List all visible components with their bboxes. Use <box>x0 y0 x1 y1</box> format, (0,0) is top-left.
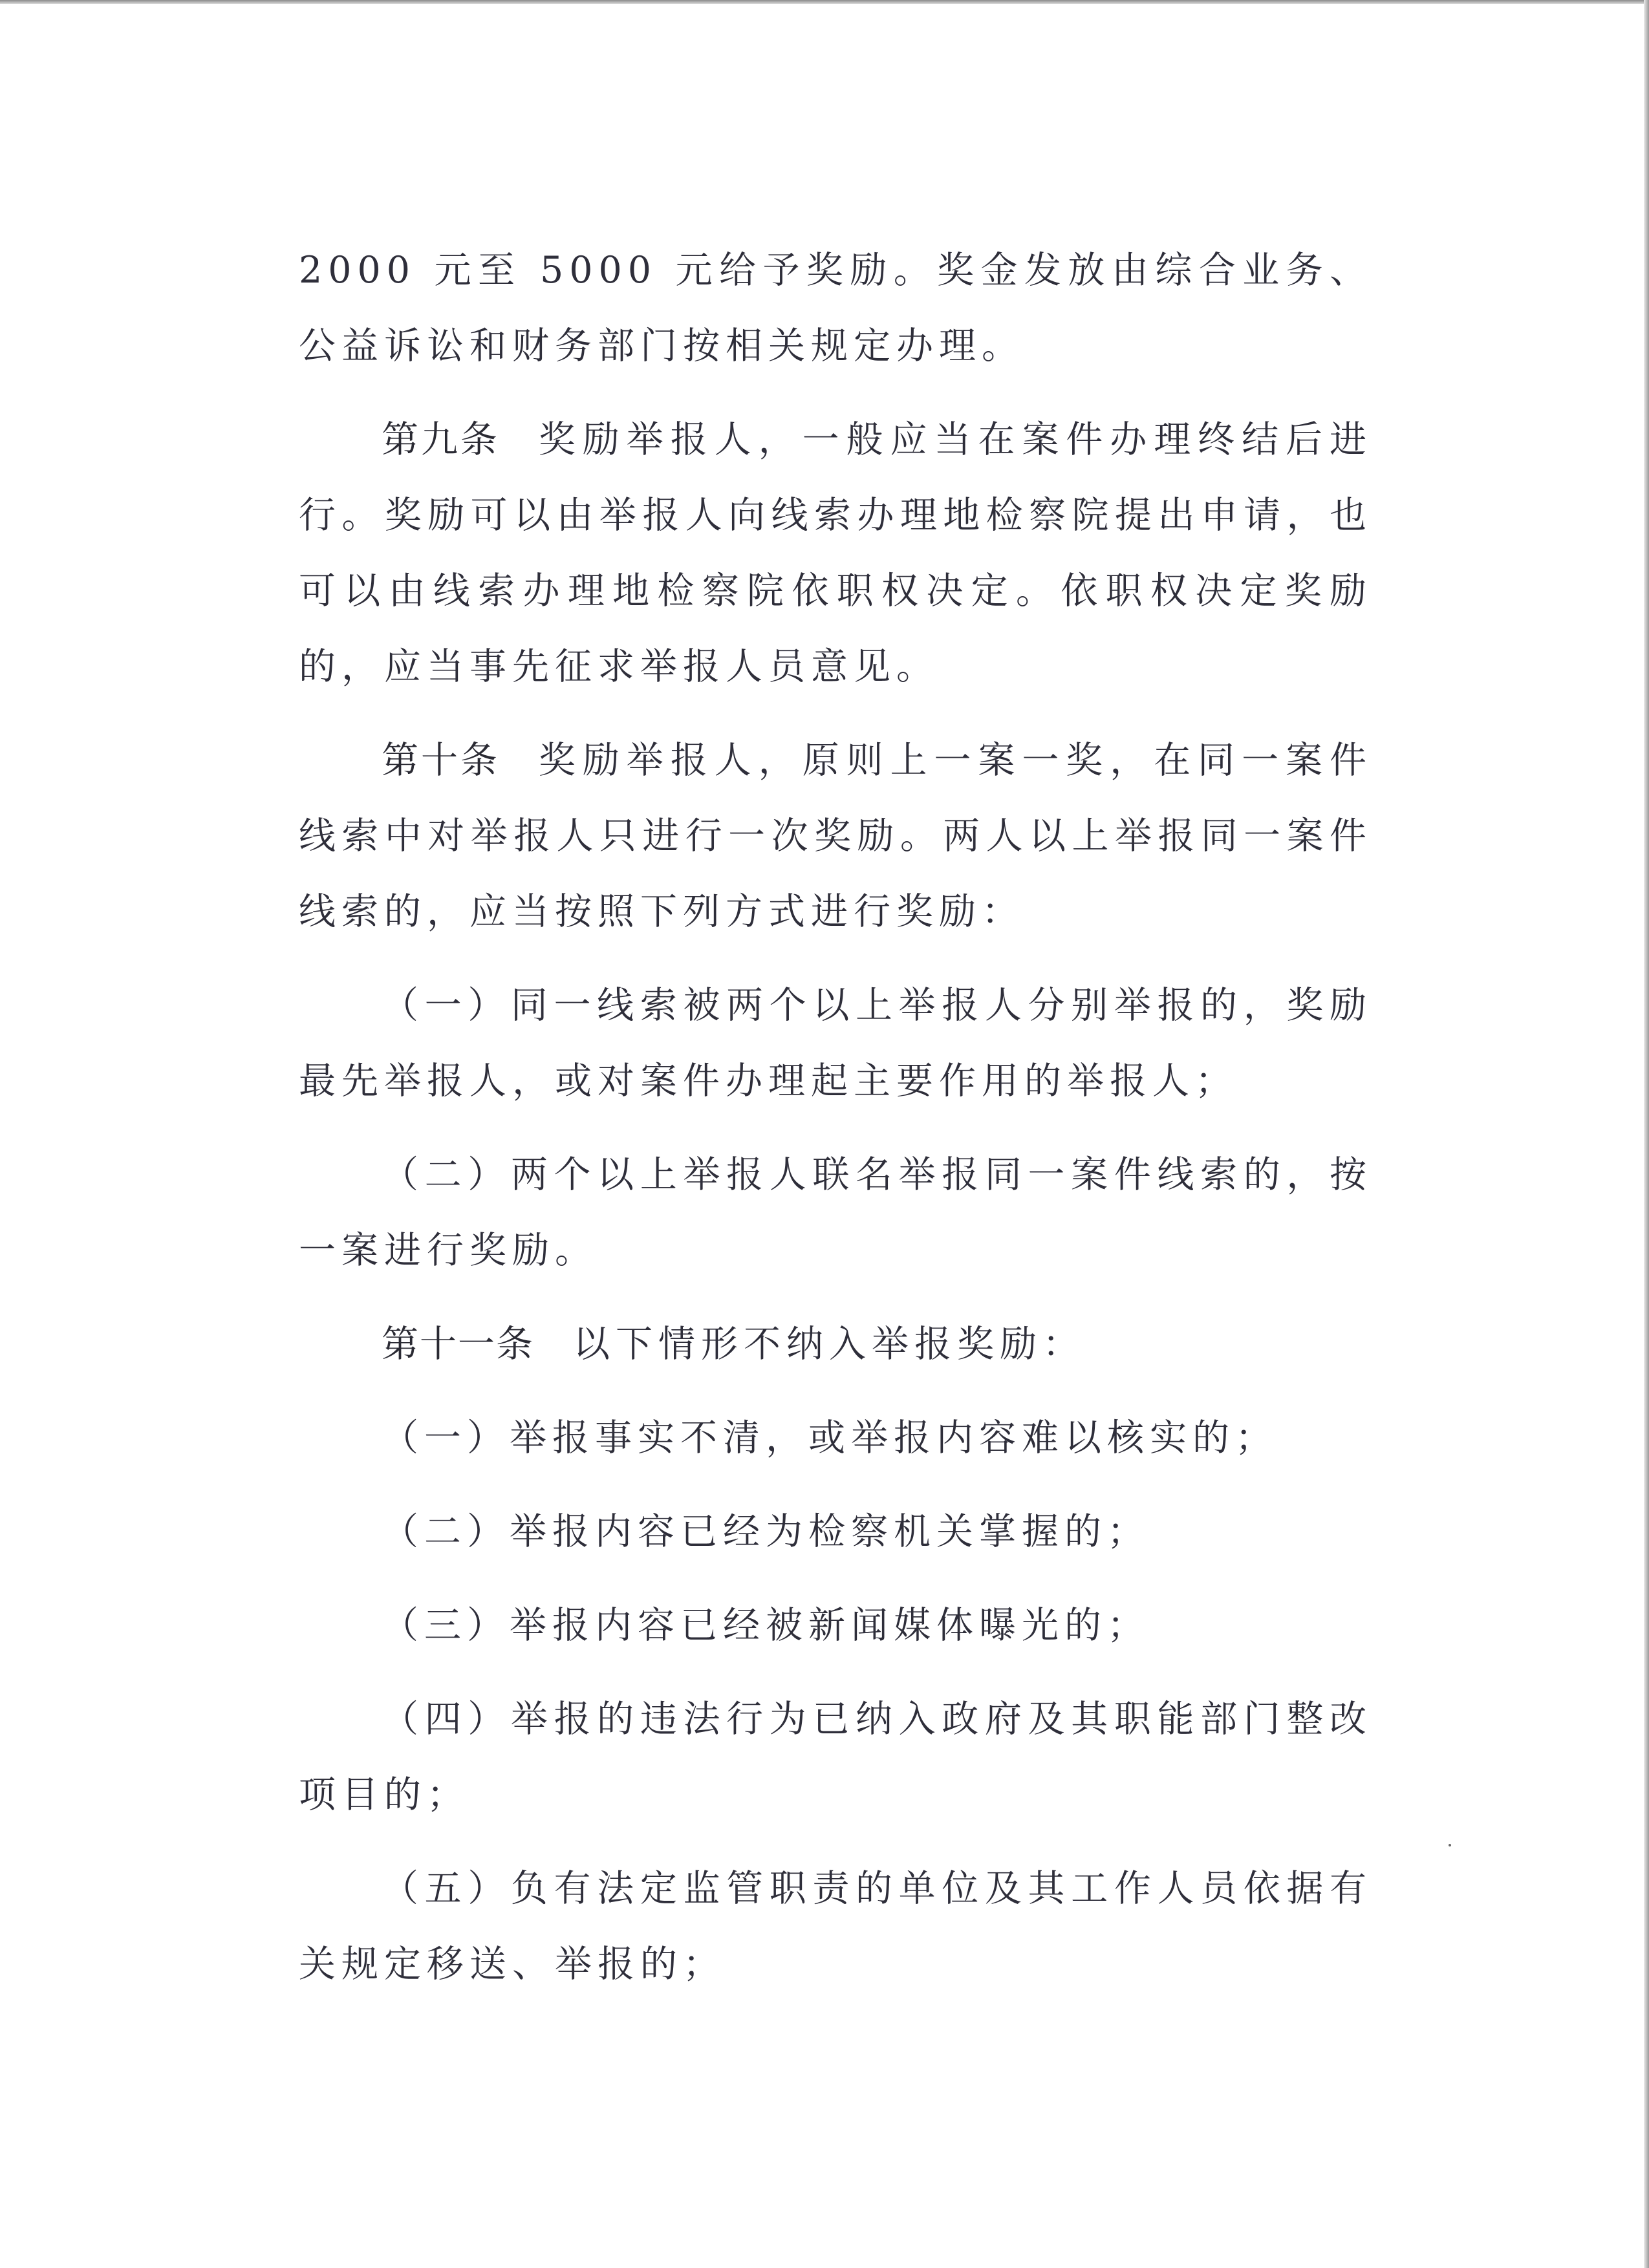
article-heading: 第九条 <box>382 418 500 461</box>
document-page <box>299 233 1372 2020</box>
article-10 <box>299 723 1372 950</box>
list-item-text: （一）举报事实不清，或举报内容难以核实的； <box>382 1417 1278 1459</box>
article-11-item-3 <box>299 1588 1372 1664</box>
article-11-item-2 <box>299 1494 1372 1570</box>
list-item-text: （五）负有法定监管职责的单位及其工作人员依据有关规定移送、举报的； <box>299 1867 1372 1985</box>
paragraph-text: 2000 元至 5000 元给予奖励。奖金发放由综合业务、公益诉讼和财务部门按相关规定办理。 <box>299 249 1372 367</box>
article-10-item-1 <box>299 968 1372 1119</box>
article-10-item-2 <box>299 1137 1372 1289</box>
article-text: 奖励举报人，一般应当在案件办理终结后进行。奖励可以由举报人向线索办理地检察院提出申请，也可以由线索办理地检察院依职权决定。依职权决定奖励的，应当事先征求举报人员意见。 <box>299 418 1373 688</box>
article-text: 奖励举报人，原则上一案一奖，在同一案件线索中对举报人只进行一次奖励。两人以上举报同一案件线索的，应当按照下列方式进行奖励： <box>299 739 1373 933</box>
article-heading: 第十条 <box>382 739 500 782</box>
list-item-text: （二）两个以上举报人联名举报同一案件线索的，按一案进行奖励。 <box>299 1153 1372 1272</box>
list-item-text: （四）举报的违法行为已纳入政府及其职能部门整改项目的； <box>299 1698 1372 1816</box>
article-11-item-5 <box>299 1851 1372 2002</box>
scan-edge-top <box>0 0 1649 4</box>
list-item-text: （三）举报内容已经被新闻媒体曝光的； <box>382 1604 1150 1647</box>
scan-speck <box>1449 1844 1451 1846</box>
scan-edge-right <box>1644 0 1649 2268</box>
article-11-item-4 <box>299 1682 1372 1833</box>
list-item-text: （二）举报内容已经为检察机关掌握的； <box>382 1510 1150 1553</box>
paragraph-reward-amount <box>299 233 1372 384</box>
article-11 <box>299 1307 1372 1382</box>
list-item-text: （一）同一线索被两个以上举报人分别举报的，奖励最先举报人，或对案件办理起主要作用的举报人； <box>299 984 1372 1102</box>
article-9 <box>299 402 1372 705</box>
article-11-item-1 <box>299 1400 1372 1476</box>
article-text: 以下情形不纳入举报奖励： <box>573 1323 1085 1365</box>
article-heading: 第十一条 <box>382 1323 534 1365</box>
